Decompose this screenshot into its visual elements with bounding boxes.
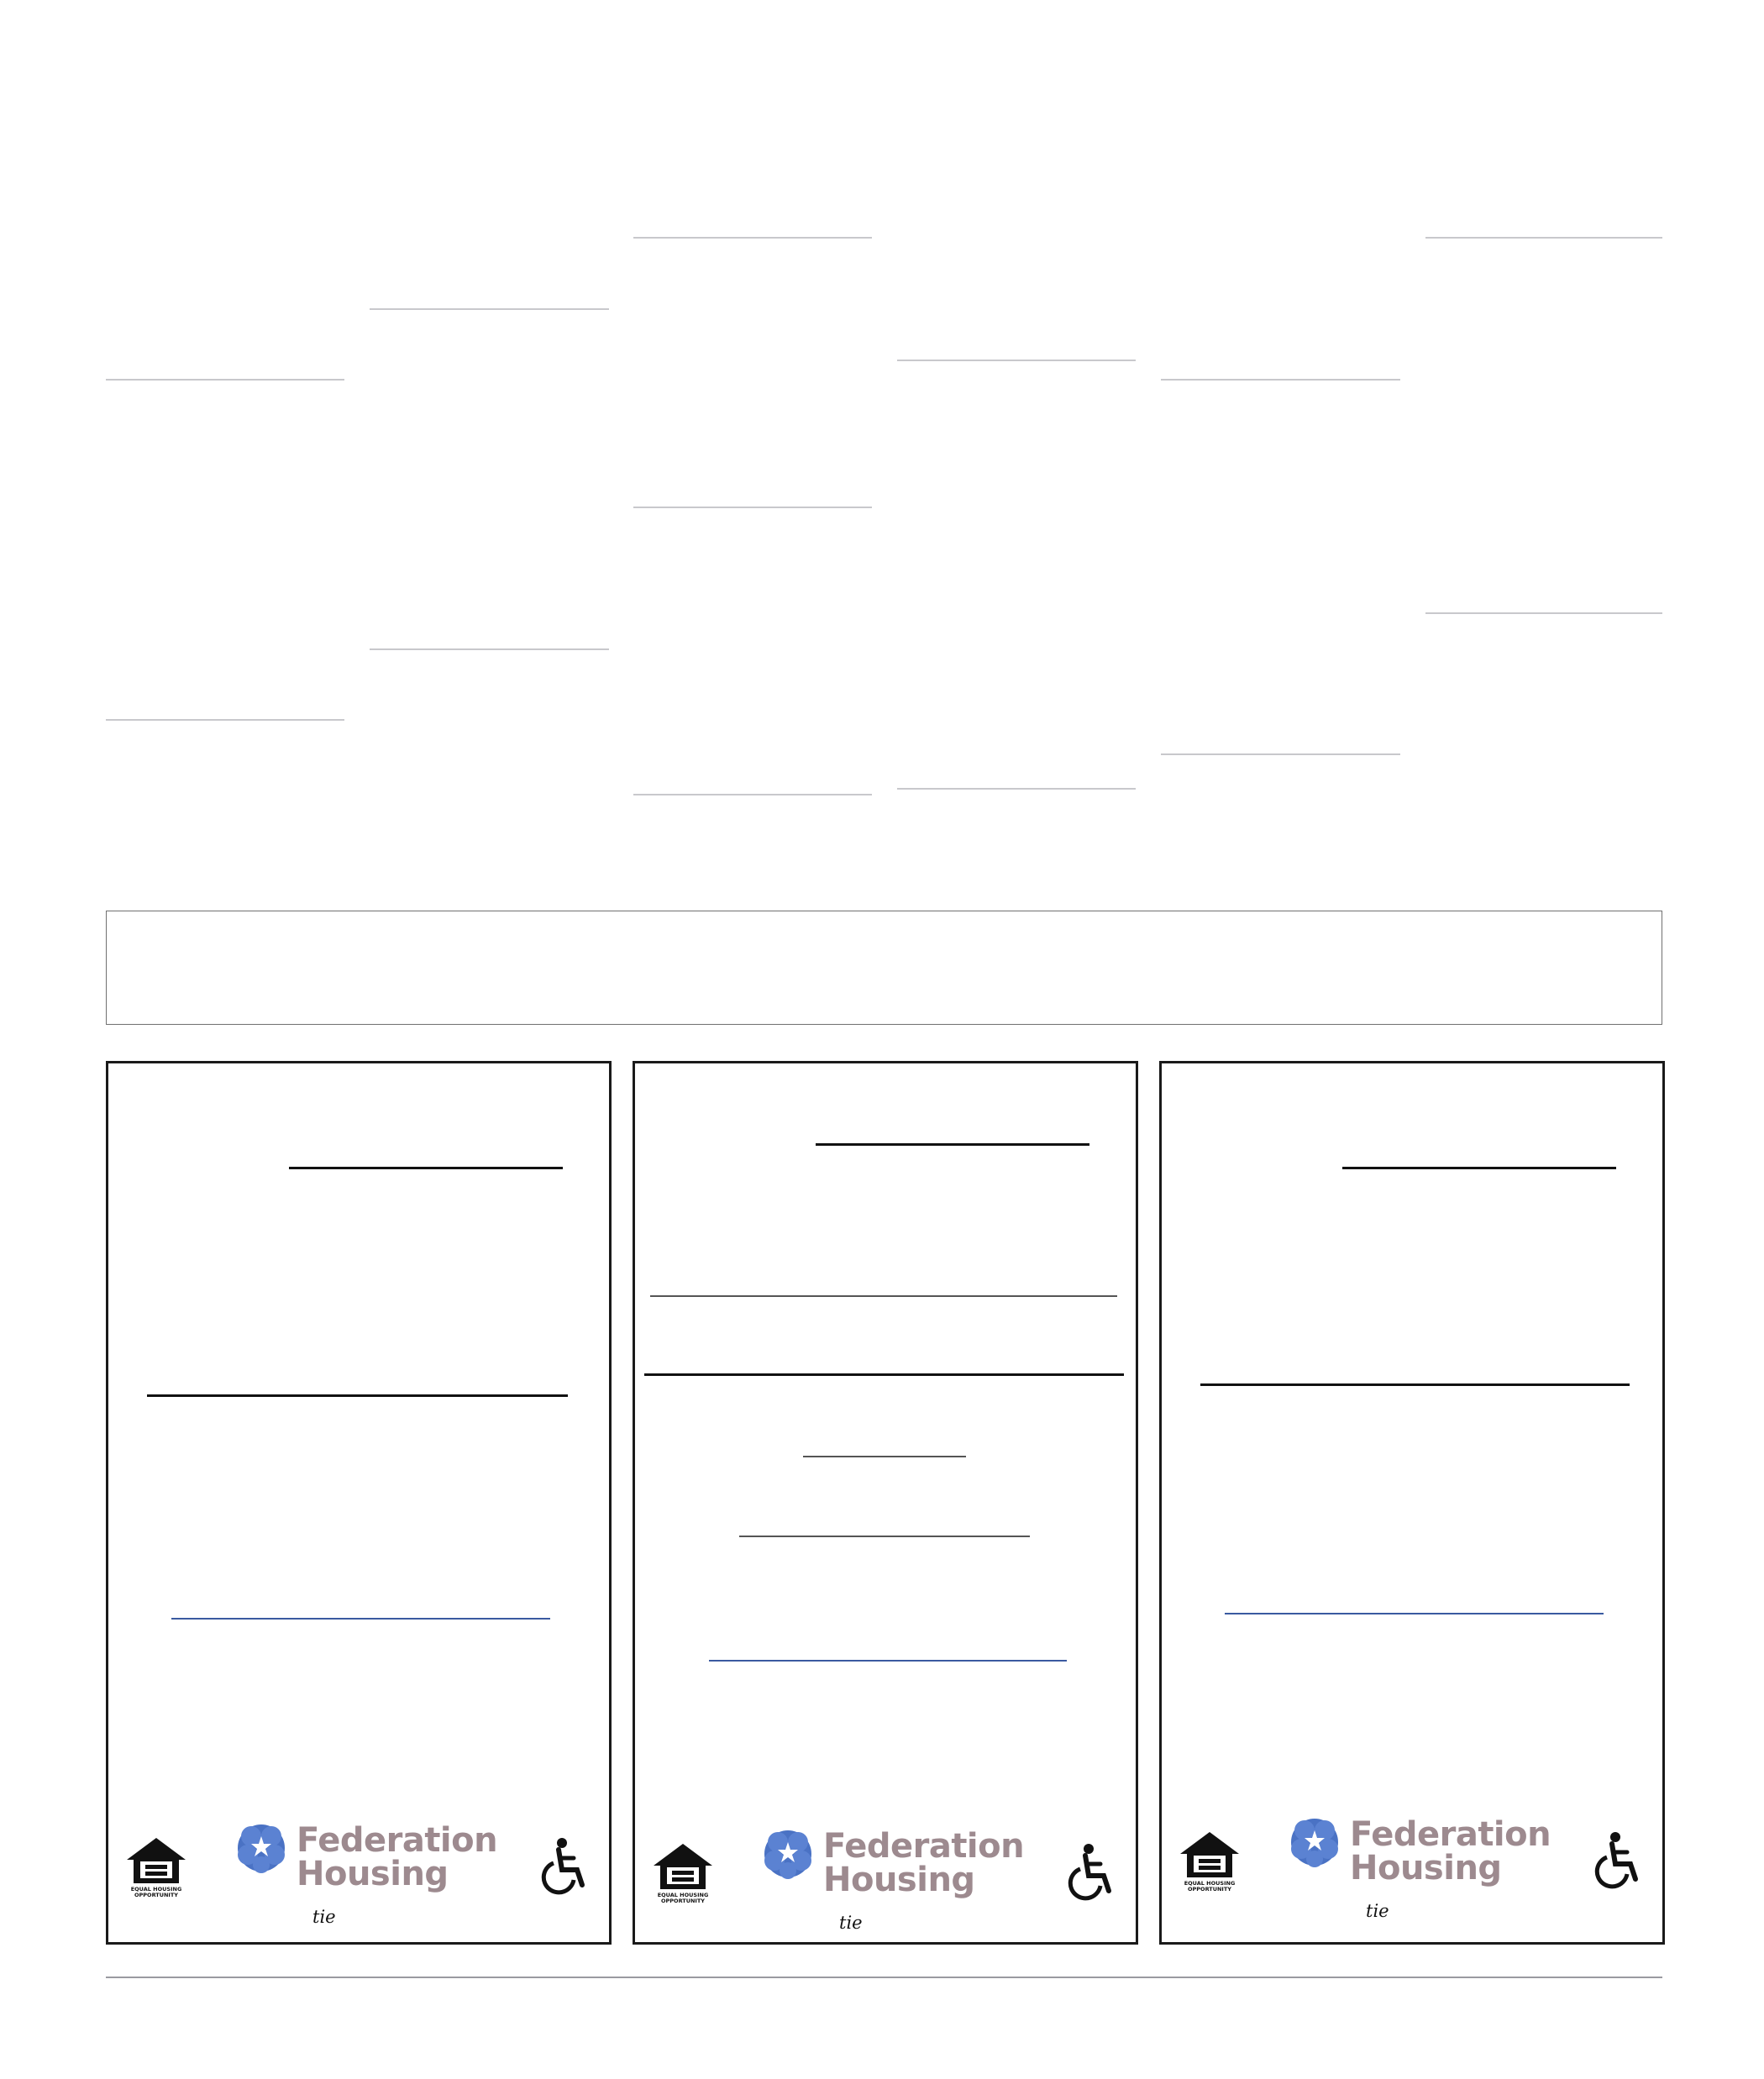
federation-housing-logo <box>236 1821 498 1914</box>
eho-caption: EQUAL HOUSING OPPORTUNITY <box>1184 1880 1236 1893</box>
column-divider <box>633 507 872 508</box>
column-divider <box>370 648 609 650</box>
logo-word-housing: Housing <box>823 1861 975 1899</box>
ad-footnote: tie <box>839 1913 863 1933</box>
ad-footnote: tie <box>1366 1901 1389 1921</box>
column-divider <box>897 360 1136 361</box>
ad-logo-row <box>1162 1812 1662 1921</box>
column-divider <box>633 237 872 239</box>
logo-word-housing: Housing <box>1350 1849 1502 1887</box>
ad-field-rule <box>739 1536 1030 1537</box>
wheelchair-accessible-icon <box>540 1836 591 1895</box>
federation-housing-logo <box>1289 1815 1551 1908</box>
column-divider <box>370 308 609 310</box>
wheelchair-accessible-icon <box>1593 1830 1644 1889</box>
column-divider <box>106 379 344 381</box>
ad-footnote: tie <box>312 1907 336 1927</box>
column-divider <box>1425 612 1662 614</box>
ad-link-rule[interactable] <box>171 1618 550 1620</box>
ad-link-rule[interactable] <box>709 1660 1067 1662</box>
column-divider <box>1161 753 1400 755</box>
column-divider <box>633 794 872 795</box>
star-emblem-icon <box>236 1823 286 1873</box>
ad-link-rule[interactable] <box>1225 1613 1604 1614</box>
ad-field-rule <box>803 1456 966 1457</box>
logo-word-housing: Housing <box>297 1855 449 1893</box>
eho-caption: EQUAL HOUSING OPPORTUNITY <box>657 1892 709 1904</box>
ad-logo-row <box>635 1824 1136 1933</box>
logo-word-federation: Federation <box>297 1821 498 1860</box>
star-emblem-icon <box>1289 1817 1340 1867</box>
wheelchair-accessible-icon <box>1067 1842 1117 1901</box>
star-emblem-icon <box>763 1829 813 1879</box>
logo-word-federation: Federation <box>1350 1815 1551 1854</box>
ad-section-rule <box>1200 1383 1630 1386</box>
page-bottom-rule <box>106 1977 1662 1978</box>
column-divider <box>1161 379 1400 381</box>
column-divider <box>897 788 1136 790</box>
notice-box <box>106 911 1662 1025</box>
housing-ad <box>106 1061 612 1945</box>
column-divider <box>1425 237 1662 239</box>
ad-heading-rule <box>816 1143 1089 1146</box>
ad-section-rule <box>644 1373 1124 1376</box>
ad-section-rule <box>147 1394 568 1397</box>
equal-housing-opportunity-icon <box>650 1840 717 1908</box>
column-divider <box>106 719 344 721</box>
ad-heading-rule <box>1342 1167 1616 1169</box>
housing-ad <box>1159 1061 1665 1945</box>
ad-heading-rule <box>289 1167 563 1169</box>
eho-caption: EQUAL HOUSING OPPORTUNITY <box>130 1886 182 1898</box>
housing-ad <box>633 1061 1138 1945</box>
logo-word-federation: Federation <box>823 1827 1025 1866</box>
equal-housing-opportunity-icon <box>1177 1829 1244 1896</box>
federation-housing-logo <box>763 1827 1025 1919</box>
ad-field-rule <box>650 1295 1117 1297</box>
equal-housing-opportunity-icon <box>123 1835 191 1902</box>
ad-logo-row <box>108 1818 609 1927</box>
